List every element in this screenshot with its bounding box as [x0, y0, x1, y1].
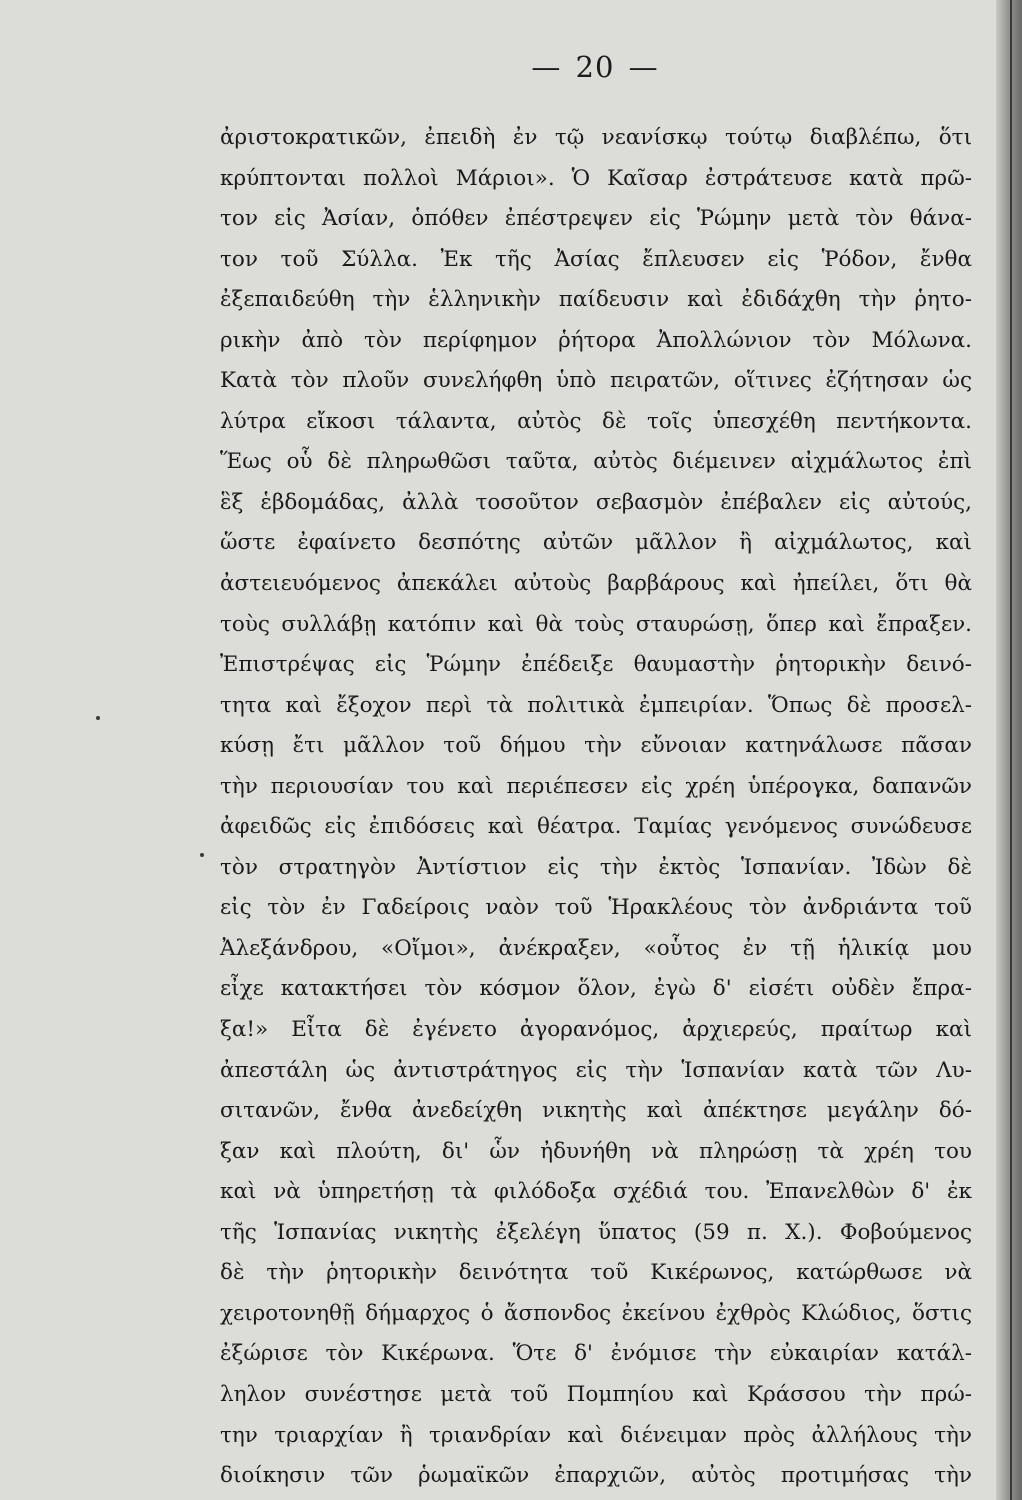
header-dash-right: —: [628, 50, 659, 84]
text-line: ὥστε ἐφαίνετο δεσπότης αὐτῶν μᾶλλον ἢ αἰχμάλωτος, καὶ: [220, 530, 972, 556]
text-line: κύσῃ ἔτι μᾶλλον τοῦ δήμου τὴν εὔνοιαν κατηνάλωσε πᾶσαν: [220, 733, 972, 759]
text-line: σιτανῶν, ἔνθα ἀνεδείχθη νικητὴς καὶ ἀπέκτησε μεγάλην δό-: [220, 1098, 972, 1124]
text-line: εἶχε κατακτήσει τὸν κόσμον ὅλον, ἐγὼ δ' εἰσέτι οὐδὲν ἔπρα-: [220, 976, 972, 1002]
text-line: Ἀλεξάνδρου, «Οἴμοι», ἀνέκραξεν, «οὗτος ἐν τῇ ἡλικίᾳ μου: [220, 935, 972, 961]
text-line: καὶ νὰ ὑπηρετήσῃ τὰ φιλόδοξα σχέδιά του. Ἐπανελθὼν δ' ἐκ: [220, 1179, 972, 1205]
text-line: δὲ τὴν ῥητορικὴν δεινότητα τοῦ Κικέρωνος, κατώρθωσε νὰ: [220, 1260, 972, 1286]
text-line: τὴν περιουσίαν του καὶ περιέπεσεν εἰς χρέη ὑπέρογκα, δαπανῶν: [220, 773, 972, 799]
text-line: τητα καὶ ἔξοχον περὶ τὰ πολιτικὰ ἐμπειρίαν. Ὅπως δὲ προσελ-: [220, 692, 972, 718]
text-line: Ἕως οὗ δὲ πληρωθῶσι ταῦτα, αὐτὸς διέμεινεν αἰχμάλωτος ἐπὶ: [220, 449, 972, 475]
text-line: ἀπεστάλη ὡς ἀντιστράτηγος εἰς τὴν Ἱσπανίαν κατὰ τῶν Λυ-: [220, 1057, 972, 1083]
text-line: εἰς τὸν ἐν Γαδείροις ναὸν τοῦ Ἡρακλέους τὸν ἀνδριάντα τοῦ: [220, 895, 972, 921]
text-line: τὸν στρατηγὸν Ἀντίστιον εἰς τὴν ἐκτὸς Ἱσπανίαν. Ἰδὼν δὲ: [220, 854, 972, 880]
body-text: [220, 118, 972, 1497]
speck-mark: [96, 716, 100, 720]
text-line: τοὺς συλλάβῃ κατόπιν καὶ θὰ τοὺς σταυρώσῃ, ὅπερ καὶ ἔπραξεν.: [220, 611, 972, 637]
text-line: χειροτονηθῇ δήμαρχος ὁ ἄσπονδος ἐκείνου ἐχθρὸς Κλώδιος, ὅστις: [220, 1300, 972, 1326]
text-line: ξαν καὶ πλούτη, δι' ὧν ἠδυνήθη νὰ πληρώσῃ τὰ χρέη του: [220, 1138, 972, 1164]
text-line: τον τοῦ Σύλλα. Ἐκ τῆς Ἀσίας ἔπλευσεν εἰς Ῥόδον, ἔνθα: [220, 246, 972, 272]
text-line: τον εἰς Ἀσίαν, ὁπόθεν ἐπέστρεψεν εἰς Ῥώμην μετὰ τὸν θάνα-: [220, 206, 972, 232]
text-line: ξα!» Εἶτα δὲ ἐγένετο ἀγορανόμος, ἀρχιερεύς, πραίτωρ καὶ: [220, 1017, 972, 1043]
speck-mark: [200, 853, 204, 857]
text-line: την τριαρχίαν ἢ τριανδρίαν καὶ διένειμαν πρὸς ἀλλήλους τὴν: [220, 1422, 972, 1448]
page-edge: [996, 0, 1022, 1500]
text-line: κρύπτονται πολλοὶ Μάριοι». Ὁ Καῖσαρ ἐστράτευσε κατὰ πρῶ-: [220, 165, 972, 191]
text-line: ἀριστοκρατικῶν, ἐπειδὴ ἐν τῷ νεανίσκῳ τούτῳ διαβλέπω, ὅτι: [220, 125, 972, 150]
page-number: 20: [575, 50, 615, 84]
text-line: ρικὴν ἀπὸ τὸν περίφημον ῥήτορα Ἀπολλώνιον τὸν Μόλωνα.: [220, 327, 972, 353]
text-line: ἐξώρισε τὸν Κικέρωνα. Ὅτε δ' ἐνόμισε τὴν εὐκαιρίαν κατάλ-: [220, 1341, 972, 1367]
text-line: Κατὰ τὸν πλοῦν συνελήφθη ὑπὸ πειρατῶν, οἵτινες ἐζήτησαν ὡς: [220, 368, 972, 394]
header-dash-left: —: [531, 50, 562, 84]
text-line: διοίκησιν τῶν ῥωμαϊκῶν ἐπαρχιῶν, αὐτὸς προτιμήσας τὴν: [220, 1463, 972, 1489]
text-line: ἐξεπαιδεύθη τὴν ἑλληνικὴν παίδευσιν καὶ ἐδιδάχθη τὴν ῥητο-: [220, 287, 972, 313]
page-header: [0, 50, 1022, 84]
page-edge-line: [1010, 0, 1012, 1500]
text-line: ληλον συνέστησε μετὰ τοῦ Πομπηίου καὶ Κράσσου τὴν πρώ-: [220, 1381, 972, 1407]
text-line: Ἐπιστρέψας εἰς Ῥώμην ἐπέδειξε θαυμαστὴν ῥητορικὴν δεινό-: [220, 652, 972, 678]
text-line: ἀστειευόμενος ἀπεκάλει αὐτοὺς βαρβάρους καὶ ἠπείλει, ὅτι θὰ: [220, 571, 972, 597]
text-line: λύτρα εἴκοσι τάλαντα, αὐτὸς δὲ τοῖς ὑπεσχέθη πεντήκοντα.: [220, 408, 972, 434]
text-line: ἓξ ἑβδομάδας, ἀλλὰ τοσοῦτον σεβασμὸν ἐπέβαλεν εἰς αὐτούς,: [220, 489, 972, 515]
text-line: ἀφειδῶς εἰς ἐπιδόσεις καὶ θέατρα. Ταμίας γενόμενος συνώδευσε: [220, 814, 972, 840]
text-line: τῆς Ἱσπανίας νικητὴς ἐξελέγη ὕπατος (59 π. Χ.). Φοβούμενος: [220, 1219, 972, 1245]
